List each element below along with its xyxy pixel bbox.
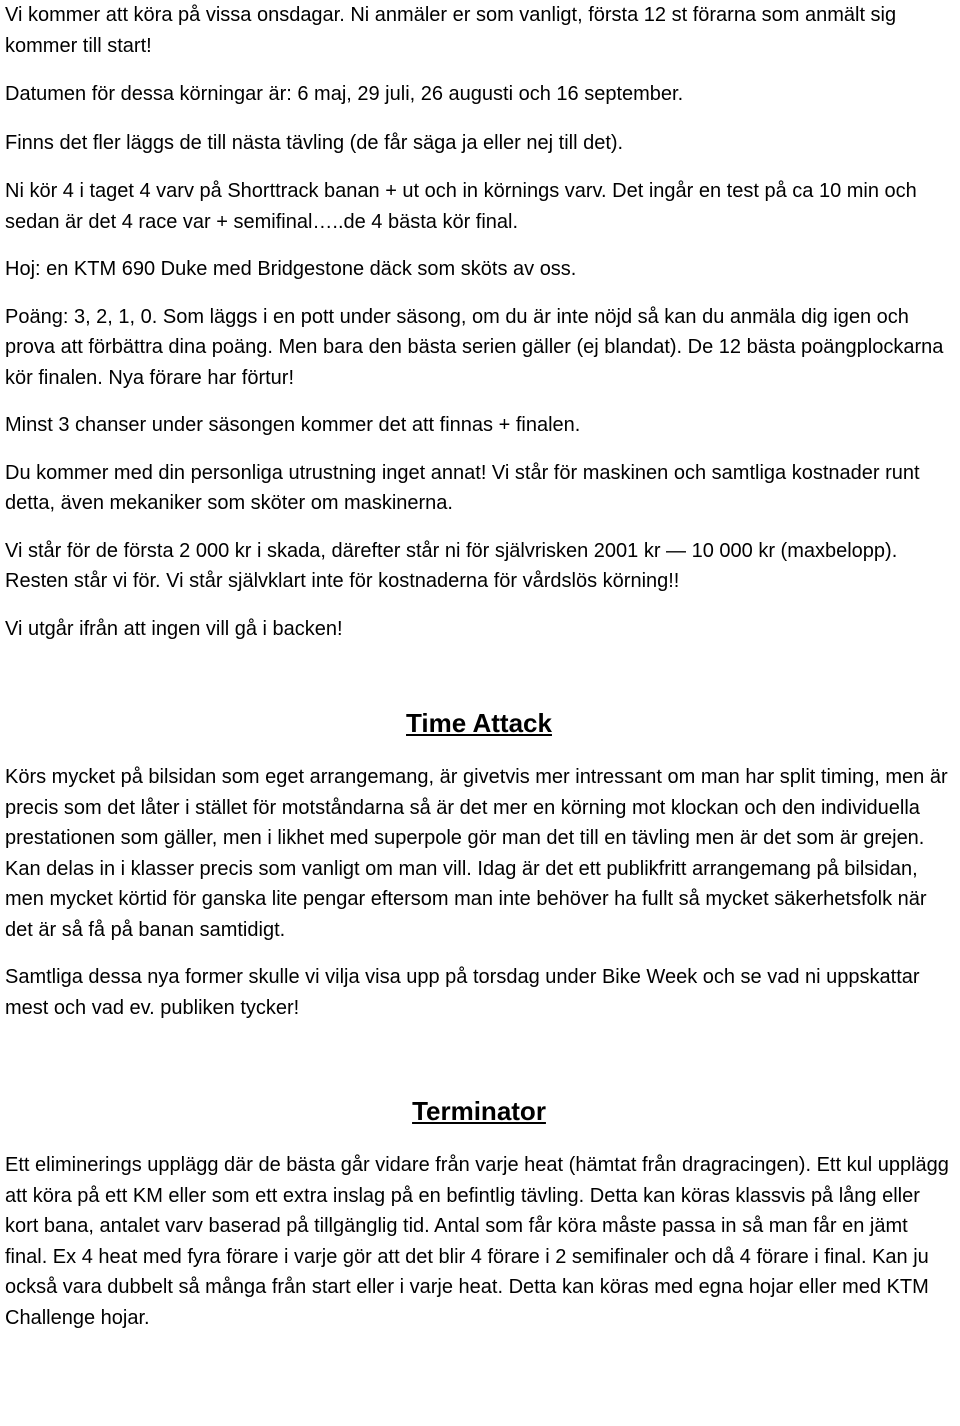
paragraph-time-attack: Körs mycket på bilsidan som eget arrangemang, är givetvis mer intressant om man har split timing, men är precis som det låter i stället för motståndarna så är det mer en körning mot klockan och den individuella prestationen som gäller, men i likhet med superpole gör man det till en tävling men är det som är grejen. Kan delas in i klasser precis som vanligt om man vill. Idag är det ett publikfritt arrangemang på bilsidan, men mycket körtid för ganska lite pengar eftersom man inte behöver ha fullt så mycket säkerhetsfolk när det är så få på banan samtidigt. — [5, 766, 948, 941]
paragraph-no-crash: Vi utgår ifrån att ingen vill gå i backen! — [5, 617, 343, 640]
paragraph-bike-week: Samtliga dessa nya former skulle vi vilja visa upp på torsdag under Bike Week och se vad ni uppskattar mest och vad ev. publiken tycker! — [5, 966, 920, 1019]
paragraph-wednesdays: Vi kommer att köra på vissa onsdagar. Ni anmäler er som vanligt, första 12 st förarna som anmält sig kommer till start! — [5, 4, 897, 57]
paragraph-damage: Vi står för de första 2 000 kr i skada, därefter står ni för självrisken 2001 kr — 10 000 kr (maxbelopp). Resten står vi för. Vi står självklart inte för kostnaderna för vårdslös körning!! — [5, 539, 898, 592]
paragraph-dates: Datumen för dessa körningar är: 6 maj, 29 juli, 26 augusti och 16 september. — [5, 83, 684, 105]
paragraph-extra-drivers: Finns det fler läggs de till nästa tävling (de får säga ja eller nej till det). — [5, 131, 624, 154]
paragraph-terminator: Ett eliminerings upplägg där de bästa går vidare från varje heat (hämtat från dragracingen). Ett kul upplägg att köra på ett KM eller som ett extra inslag på en befintlig tävling. Detta kan köras klassvis på lång eller kort bana, antalet varv baserad på tillgänglig tid. Antal som får köra måste passa in så man får en jämt final. Ex 4 heat med fyra förare i varje gör att det blir 4 förare i 2 semifinaler och då 4 förare i final. Kan ju också vara dubbelt så många från start eller i varje heat. Detta kan köras med egna hojar eller med KTM Challenge hojar. — [5, 1154, 949, 1329]
paragraph-equipment: Du kommer med din personliga utrustning inget annat! Vi står för maskinen och samtliga kostnader runt detta, även mekaniker som sköter om maskinerna. — [5, 461, 920, 514]
paragraph-race-format: Ni kör 4 i taget 4 varv på Shorttrack banan + ut och in körnings varv. Det ingår en test på ca 10 min och sedan är det 4 race var + semifinal…..de 4 bästa kör final. — [5, 180, 917, 233]
heading-time-attack: Time Attack — [406, 708, 552, 738]
paragraph-chances: Minst 3 chanser under säsongen kommer det att finnas + finalen. — [5, 414, 581, 436]
paragraph-bike: Hoj: en KTM 690 Duke med Bridgestone däck som sköts av oss. — [5, 258, 577, 280]
document-page — [5, 0, 953, 1333]
paragraph-points: Poäng: 3, 2, 1, 0. Som läggs i en pott under säsong, om du är inte nöjd så kan du anmäla dig igen och prova att förbättra dina poäng. Men bara den bästa serien gäller (ej blandat). De 12 bästa poängplockarna kör finalen. Nya förare har förtur! — [5, 305, 944, 389]
heading-terminator: Terminator — [412, 1096, 546, 1126]
